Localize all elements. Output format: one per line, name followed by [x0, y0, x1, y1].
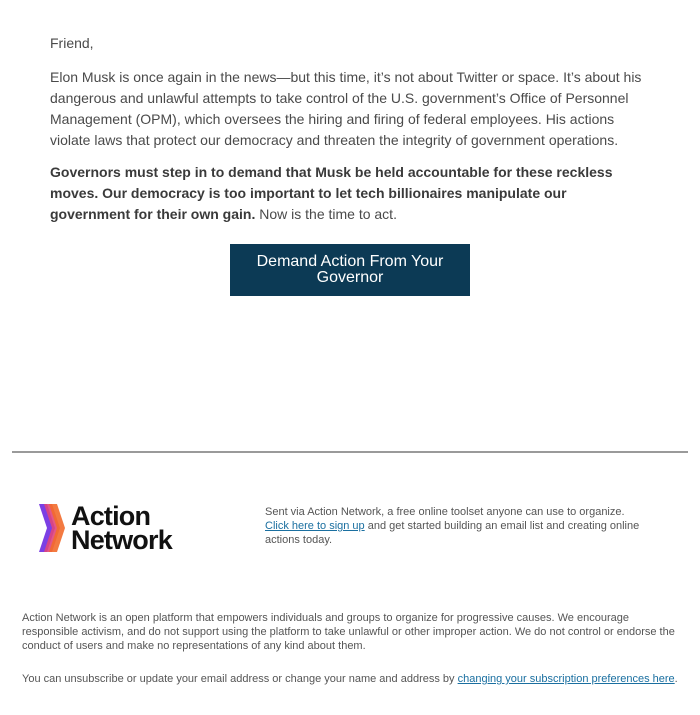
demand-action-button[interactable]: Demand Action From Your Governor	[230, 244, 470, 296]
signup-link[interactable]: Click here to sign up	[265, 520, 365, 532]
cta-container	[230, 244, 470, 296]
unsubscribe-text	[22, 672, 686, 686]
paragraph-1: Elon Musk is once again in the news—but this time, it’s not about Twitter or space. It’s about his dangerous and unlawful attempts to take control of the U.S. government’s Office of Personnel Management (OPM), which oversees the hiring and firing of federal employees. His actions violate laws that protect our democracy and threaten the integrity of government operations.	[50, 69, 642, 148]
sent-via-intro: Sent via Action Network, a free online toolset anyone can use to organize.	[265, 506, 625, 518]
paragraph-2-bold: Governors must step in to demand that Musk be held accountable for these reckless moves. Our democracy is too important to let tech billionaires manipulate our government for their own gain.	[50, 164, 613, 222]
paragraph-2-tail: Now is the time to act.	[255, 206, 397, 222]
action-network-logo-icon	[38, 503, 70, 553]
subscription-preferences-link[interactable]: changing your subscription preferences here	[457, 673, 675, 685]
email-body	[50, 33, 650, 225]
paragraph-2	[50, 162, 650, 225]
logo-word-action: Action	[71, 501, 151, 531]
sent-via-text	[265, 505, 645, 547]
logo-word-network: Network	[71, 525, 172, 555]
greeting: Friend,	[50, 35, 94, 51]
action-network-logo[interactable]	[38, 503, 198, 553]
footer-divider	[12, 451, 688, 453]
unsubscribe-intro: You can unsubscribe or update your email address or change your name and address by	[22, 673, 458, 685]
sent-via-tail: and get started building an email list and creating online actions today.	[265, 520, 640, 546]
unsubscribe-tail: .	[674, 673, 678, 685]
disclaimer-text: Action Network is an open platform that empowers individuals and groups to organize for progressive causes. We encourage responsible activism, and do not support using the platform to take unlawful or other improper action. We do not control or endorse the conduct of users and make no representations of any kind about them.	[22, 612, 675, 652]
